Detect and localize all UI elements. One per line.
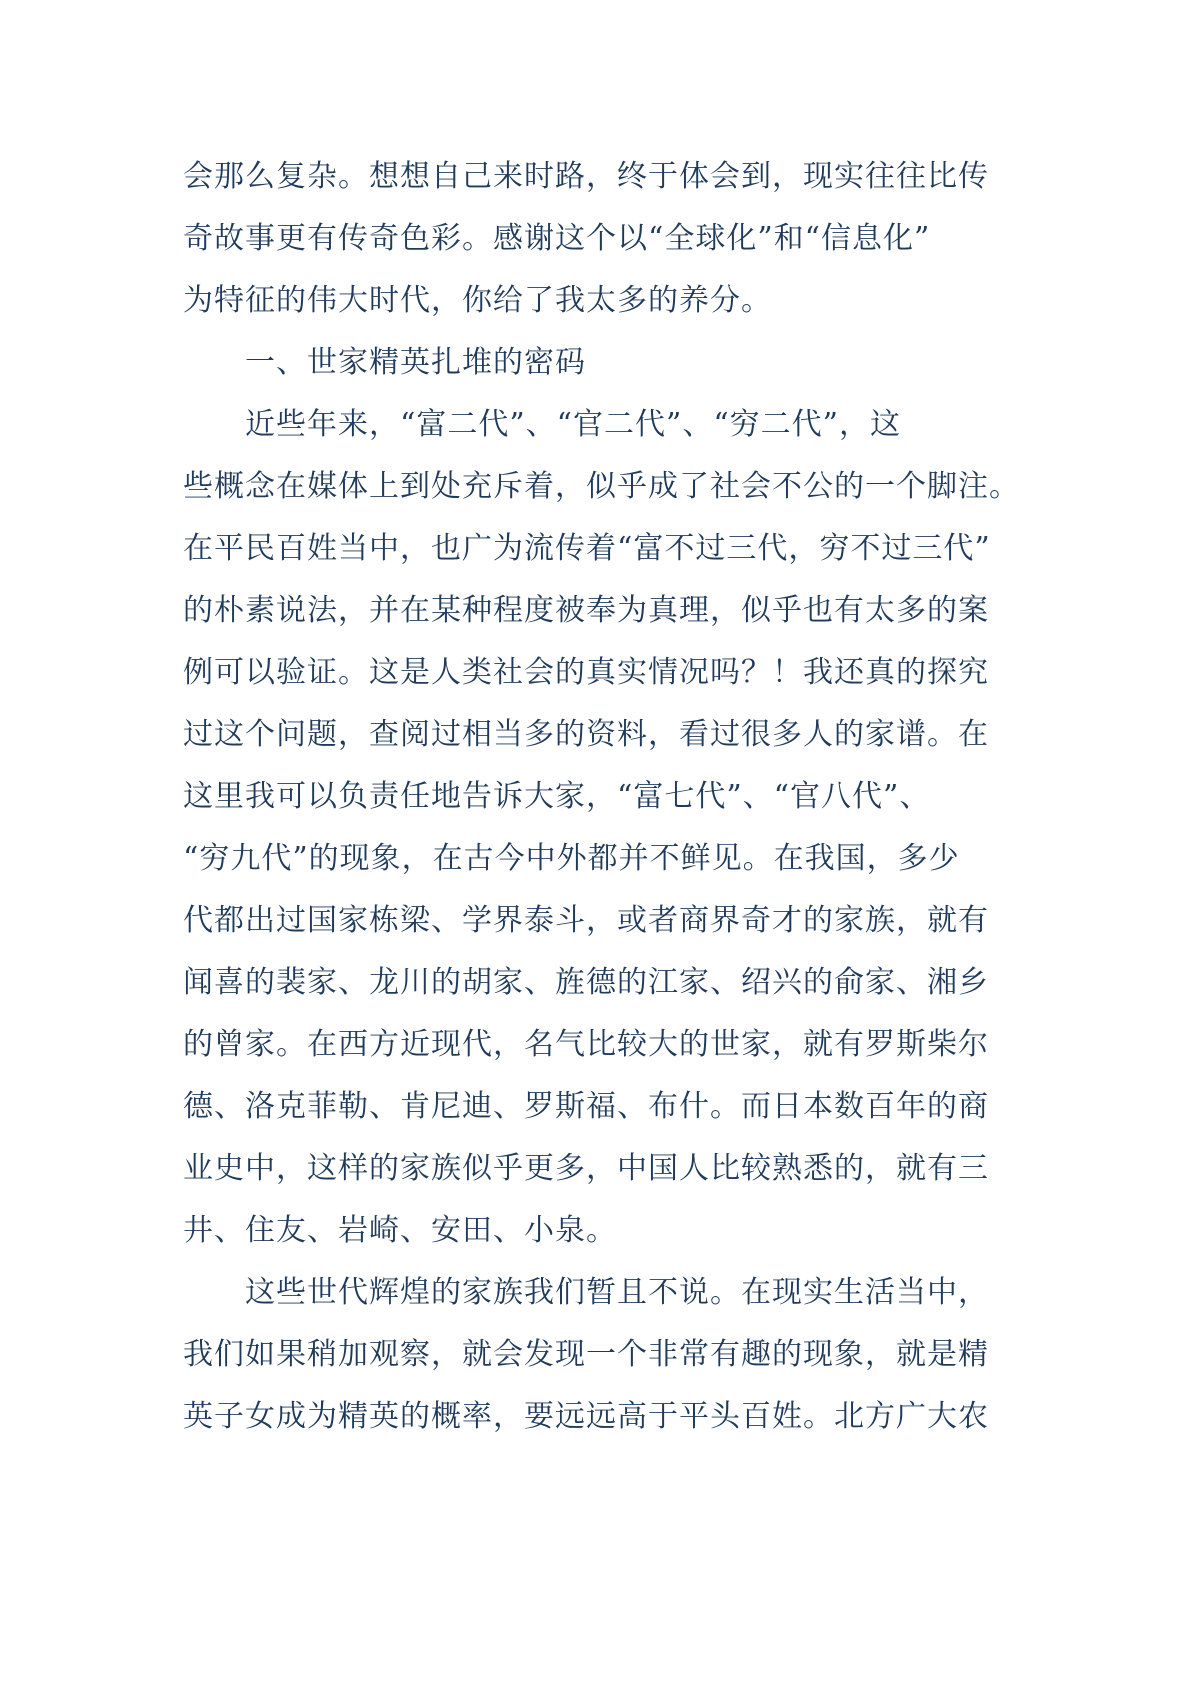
text-line: “穷九代”的现象，在古今中外都并不鲜见。在我国，多少 (183, 841, 960, 876)
text-line: 英子女成为精英的概率，要远远高于平头百姓。北方广大农 (183, 1399, 989, 1434)
text-line: 我们如果稍加观察，就会发现一个非常有趣的现象，就是精 (183, 1337, 989, 1372)
text-line: 业史中，这样的家族似乎更多，中国人比较熟悉的，就有三 (183, 1151, 989, 1186)
text-line: 会那么复杂。想想自己来时路，终于体会到，现实往往比传 (183, 159, 989, 194)
section-heading: 一、世家精英扎堆的密码 (245, 345, 586, 380)
text-line: 奇故事更有传奇色彩。感谢这个以“全球化”和“信息化” (183, 221, 931, 256)
text-line: 井、住友、岩崎、安田、小泉。 (183, 1213, 617, 1248)
text-line: 例可以验证。这是人类社会的真实情况吗？！我还真的探究 (183, 655, 989, 690)
text-line: 过这个问题，查阅过相当多的资料，看过很多人的家谱。在 (183, 717, 989, 752)
text-line: 为特征的伟大时代，你给了我太多的养分。 (183, 283, 772, 318)
body-text (183, 146, 1020, 1448)
text-line: 这些世代辉煌的家族我们暂且不说。在现实生活当中， (245, 1275, 989, 1310)
text-line: 在平民百姓当中，也广为流传着“富不过三代，穷不过三代” (183, 531, 991, 566)
text-line: 德、洛克菲勒、肯尼迪、罗斯福、布什。而日本数百年的商 (183, 1089, 989, 1124)
text-line: 这里我可以负责任地告诉大家，“富七代”、“官八代”、 (183, 779, 931, 814)
text-line: 些概念在媒体上到处充斥着，似乎成了社会不公的一个脚注。 (183, 469, 1020, 504)
text-line: 代都出过国家栋梁、学界泰斗，或者商界奇才的家族，就有 (183, 903, 989, 938)
text-line: 近些年来，“富二代”、“官二代”、“穷二代”，这 (245, 407, 902, 442)
text-line: 闻喜的裴家、龙川的胡家、旌德的江家、绍兴的俞家、湘乡 (183, 965, 989, 1000)
text-line: 的曾家。在西方近现代，名气比较大的世家，就有罗斯柴尔 (183, 1027, 989, 1062)
text-line: 的朴素说法，并在某种程度被奉为真理，似乎也有太多的案 (183, 593, 989, 628)
